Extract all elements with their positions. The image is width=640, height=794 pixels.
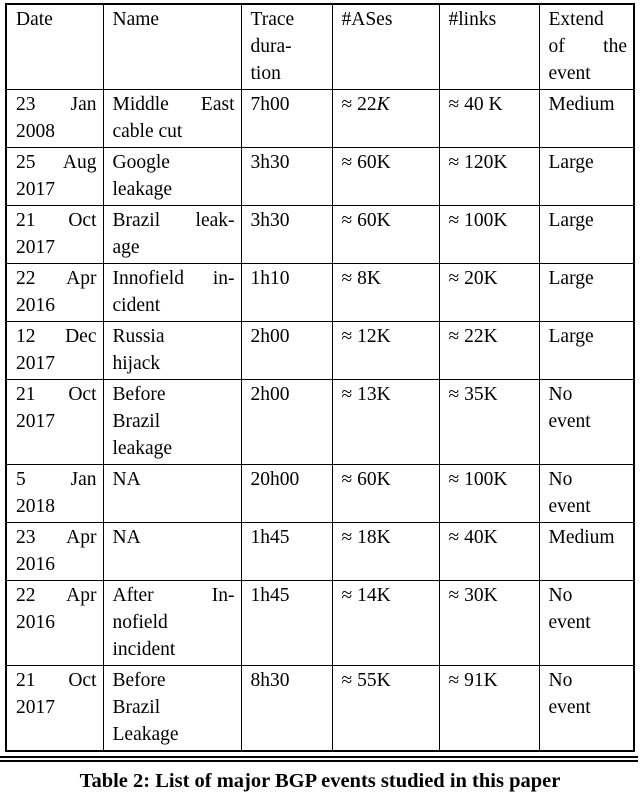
cell-ases xyxy=(332,206,439,264)
cell-line: 2017 xyxy=(16,697,55,718)
cell-line: leakage xyxy=(112,438,173,459)
cell-line: Extend xyxy=(548,9,604,30)
cell-line: event xyxy=(548,612,591,633)
cell-name xyxy=(103,465,241,523)
cell-date xyxy=(6,523,103,581)
cell-line: 23 Jan xyxy=(16,94,97,115)
cell-line: Brazil xyxy=(112,411,161,432)
cell-name xyxy=(103,666,241,752)
cell-line: Trace xyxy=(250,9,295,30)
cell-ases xyxy=(332,666,439,752)
cell-name xyxy=(103,523,241,581)
cell-line: #links xyxy=(448,9,497,30)
header-cell-extend xyxy=(539,4,634,90)
cell-line: 8h30 xyxy=(250,670,290,691)
cell-trace_duration xyxy=(241,523,332,581)
cell-line: 3h30 xyxy=(250,210,290,231)
cell-line: 21 Oct xyxy=(16,670,97,691)
cell-line: cable cut xyxy=(112,121,183,142)
cell-extend xyxy=(539,523,634,581)
cell-date xyxy=(6,666,103,752)
cell-line: 2016 xyxy=(16,554,55,575)
cell-line: 2017 xyxy=(16,411,55,432)
cell-line: 2017 xyxy=(16,237,55,258)
cell-line: Large xyxy=(548,326,594,347)
cell-links xyxy=(439,380,539,465)
table-row xyxy=(6,465,634,523)
cell-extend xyxy=(539,148,634,206)
cell-line: 21 Oct xyxy=(16,210,97,231)
cell-name xyxy=(103,148,241,206)
cell-line: ≈ 60K xyxy=(341,469,391,490)
cell-line: Medium xyxy=(548,527,615,548)
cell-line: ≈ 91K xyxy=(448,670,498,691)
cell-line: 2h00 xyxy=(250,384,290,405)
cell-line: tion xyxy=(250,63,281,84)
table-row xyxy=(6,322,634,380)
cell-extend xyxy=(539,206,634,264)
cell-links xyxy=(439,206,539,264)
cell-ases xyxy=(332,90,439,148)
table-row xyxy=(6,666,634,752)
cell-name xyxy=(103,380,241,465)
cell-trace_duration xyxy=(241,465,332,523)
cell-extend xyxy=(539,465,634,523)
cell-line: Innofield in- xyxy=(112,268,235,289)
cell-line: nofield xyxy=(112,612,168,633)
cell-line: 12 Dec xyxy=(16,326,97,347)
cell-line: Google xyxy=(112,152,170,173)
cell-links xyxy=(439,666,539,752)
cell-trace_duration xyxy=(241,322,332,380)
header-cell-name xyxy=(103,4,241,90)
cell-trace_duration xyxy=(241,90,332,148)
cell-ases xyxy=(332,380,439,465)
cell-line: #ASes xyxy=(341,9,393,30)
cell-line: ≈ 22K xyxy=(341,94,390,115)
cell-name xyxy=(103,206,241,264)
cell-line: Middle East xyxy=(112,94,235,115)
cell-date xyxy=(6,264,103,322)
cell-line: 2016 xyxy=(16,612,55,633)
cell-line: 2016 xyxy=(16,295,55,316)
cell-line: Name xyxy=(112,9,160,30)
cell-line: dura- xyxy=(250,36,292,57)
cell-name xyxy=(103,90,241,148)
cell-line: age xyxy=(112,237,140,258)
cell-name xyxy=(103,264,241,322)
header-cell-date xyxy=(6,4,103,90)
cell-line: ≈ 100K xyxy=(448,210,508,231)
cell-date xyxy=(6,581,103,666)
cell-line: incident xyxy=(112,639,176,660)
cell-line: ≈ 100K xyxy=(448,469,508,490)
cell-ases xyxy=(332,465,439,523)
cell-date xyxy=(6,148,103,206)
cell-line: event xyxy=(548,411,591,432)
header-cell-ases xyxy=(332,4,439,90)
cell-line: 20h00 xyxy=(250,469,300,490)
cell-links xyxy=(439,264,539,322)
cell-trace_duration xyxy=(241,148,332,206)
cell-line: Large xyxy=(548,268,594,289)
cell-line: 1h45 xyxy=(250,527,290,548)
cell-date xyxy=(6,206,103,264)
cell-line: Brazil xyxy=(112,697,161,718)
header-cell-trace_duration xyxy=(241,4,332,90)
table-row xyxy=(6,206,634,264)
cell-line: event xyxy=(548,496,591,517)
cell-line: Date xyxy=(16,9,53,30)
cell-line: 23 Apr xyxy=(16,527,97,548)
table-body xyxy=(6,90,634,752)
header-cell-links xyxy=(439,4,539,90)
cell-line: ≈ 55K xyxy=(341,670,391,691)
cell-extend xyxy=(539,322,634,380)
cell-date xyxy=(6,90,103,148)
cell-line: 25 Aug xyxy=(16,152,97,173)
cell-line: ≈ 8K xyxy=(341,268,381,289)
cell-links xyxy=(439,90,539,148)
cell-line: ≈ 20K xyxy=(448,268,498,289)
cell-ases xyxy=(332,581,439,666)
cell-trace_duration xyxy=(241,264,332,322)
cell-line: ≈ 14K xyxy=(341,585,391,606)
cell-line: Russia xyxy=(112,326,165,347)
cell-name xyxy=(103,581,241,666)
cell-line: 22 Apr xyxy=(16,585,97,606)
cell-extend xyxy=(539,380,634,465)
cell-line: 1h45 xyxy=(250,585,290,606)
cell-line: NA xyxy=(112,469,141,490)
cell-trace_duration xyxy=(241,581,332,666)
cell-line: No xyxy=(548,585,573,606)
cell-date xyxy=(6,322,103,380)
cell-line: 1h10 xyxy=(250,268,290,289)
cell-line: Brazil leak- xyxy=(112,210,235,231)
cell-extend xyxy=(539,264,634,322)
paper-page xyxy=(0,3,640,794)
cell-line: 2008 xyxy=(16,121,55,142)
cell-line: of the xyxy=(548,36,627,57)
cell-line: Leakage xyxy=(112,724,179,745)
cell-line: event xyxy=(548,63,591,84)
cell-line: NA xyxy=(112,527,141,548)
cell-line: 7h00 xyxy=(250,94,290,115)
cell-ases xyxy=(332,523,439,581)
cell-line: No xyxy=(548,384,573,405)
cell-line: ≈ 40K xyxy=(448,527,498,548)
cell-line: Before xyxy=(112,670,166,691)
cell-line: Large xyxy=(548,210,594,231)
cell-ases xyxy=(332,264,439,322)
table-row xyxy=(6,380,634,465)
table-bottom-double-rule xyxy=(0,756,638,762)
cell-line: cident xyxy=(112,295,161,316)
cell-line: 3h30 xyxy=(250,152,290,173)
cell-line: ≈ 60K xyxy=(341,210,391,231)
cell-line: 2h00 xyxy=(250,326,290,347)
cell-line: 5 Jan xyxy=(16,469,97,490)
table-header xyxy=(6,4,634,90)
cell-line: ≈ 60K xyxy=(341,152,391,173)
table-row xyxy=(6,523,634,581)
cell-line: Medium xyxy=(548,94,615,115)
table-row xyxy=(6,581,634,666)
cell-extend xyxy=(539,90,634,148)
cell-line: 21 Oct xyxy=(16,384,97,405)
cell-line: Large xyxy=(548,152,594,173)
cell-line: 2018 xyxy=(16,496,55,517)
cell-line: No xyxy=(548,469,573,490)
table-caption: Table 2: List of major BGP events studied in this paper xyxy=(79,770,561,792)
cell-line: 22 Apr xyxy=(16,268,97,289)
cell-line: No xyxy=(548,670,573,691)
cell-ases xyxy=(332,322,439,380)
cell-line: After In- xyxy=(112,585,235,606)
cell-trace_duration xyxy=(241,380,332,465)
cell-trace_duration xyxy=(241,666,332,752)
cell-line: ≈ 18K xyxy=(341,527,391,548)
cell-line: ≈ 13K xyxy=(341,384,391,405)
cell-line: event xyxy=(548,697,591,718)
cell-links xyxy=(439,523,539,581)
header-row xyxy=(6,4,634,90)
cell-line: ≈ 30K xyxy=(448,585,498,606)
cell-line: leakage xyxy=(112,179,173,200)
cell-trace_duration xyxy=(241,206,332,264)
cell-extend xyxy=(539,666,634,752)
cell-links xyxy=(439,322,539,380)
table-row xyxy=(6,264,634,322)
cell-line: ≈ 35K xyxy=(448,384,498,405)
cell-ases xyxy=(332,148,439,206)
cell-extend xyxy=(539,581,634,666)
cell-links xyxy=(439,465,539,523)
table-row xyxy=(6,148,634,206)
cell-line: Before xyxy=(112,384,166,405)
cell-line: 2017 xyxy=(16,179,55,200)
cell-links xyxy=(439,148,539,206)
cell-line: ≈ 120K xyxy=(448,152,508,173)
cell-date xyxy=(6,380,103,465)
cell-date xyxy=(6,465,103,523)
cell-line: ≈ 12K xyxy=(341,326,391,347)
cell-line: ≈ 22K xyxy=(448,326,498,347)
cell-line: ≈ 40 K xyxy=(448,94,503,115)
table-row xyxy=(6,90,634,148)
bgp-events-table xyxy=(5,3,635,752)
cell-links xyxy=(439,581,539,666)
cell-line: hijack xyxy=(112,353,161,374)
cell-name xyxy=(103,322,241,380)
cell-line: 2017 xyxy=(16,353,55,374)
